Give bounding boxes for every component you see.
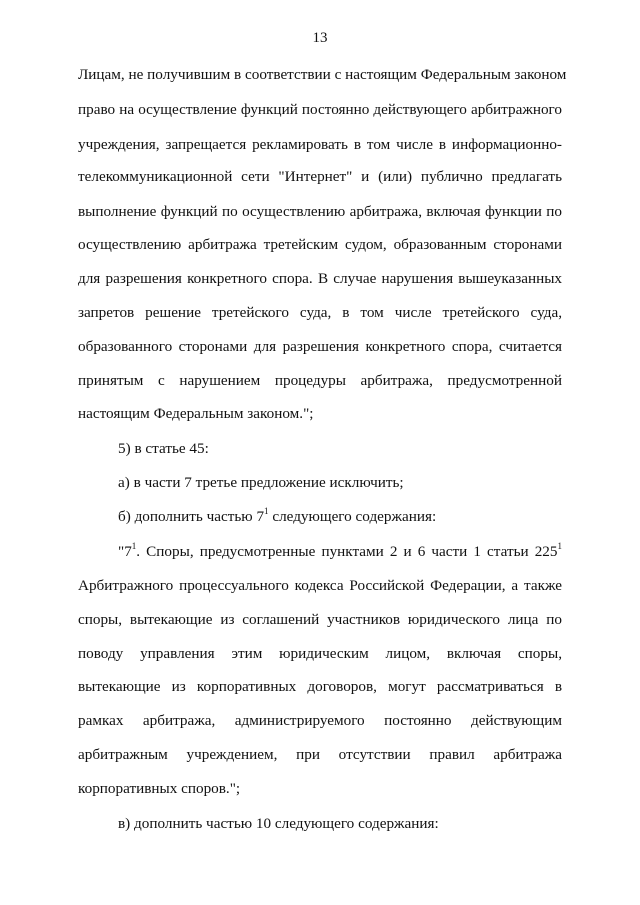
text-line: образованного сторонами для разрешения конкретного спора, считается bbox=[78, 338, 562, 355]
text-line: принятым с нарушением процедуры арбитража, предусмотренной bbox=[78, 372, 562, 389]
page-number: 13 bbox=[312, 30, 328, 46]
item-b bbox=[118, 505, 562, 526]
text-line: осуществлению арбитража третейским судом, образованным сторонами bbox=[78, 236, 562, 253]
text-line: Лицам, не получившим в соответствии с настоящим Федеральным законом bbox=[78, 66, 567, 83]
text-line: арбитражным учреждением, при отсутствии правил арбитража bbox=[78, 746, 562, 763]
quote-first-line bbox=[118, 540, 562, 561]
text-line: рамках арбитража, администрируемого постоянно действующим bbox=[78, 712, 562, 729]
item-b-text-end: следующего содержания: bbox=[268, 508, 437, 525]
item-v: в) дополнить частью 10 следующего содержания: bbox=[118, 815, 439, 832]
item-a: а) в части 7 третье предложение исключить; bbox=[118, 474, 404, 491]
text-line: для разрешения конкретного спора. В случае нарушения вышеуказанных bbox=[78, 270, 562, 287]
text-line: запретов решение третейского суда, в том числе третейского суда, bbox=[78, 304, 562, 321]
superscript: 1 bbox=[557, 540, 562, 551]
text-line: споры, вытекающие из соглашений участников юридического лица по bbox=[78, 611, 562, 628]
text-line: телекоммуникационной сети "Интернет" и (или) публично предлагать bbox=[78, 168, 562, 185]
superscript: 1 bbox=[131, 540, 137, 551]
text-line: поводу управления этим юридическим лицом, включая споры, bbox=[78, 645, 562, 662]
text-line: вытекающие из корпоративных договоров, могут рассматриваться в bbox=[78, 678, 562, 695]
text-line: выполнение функций по осуществлению арбитража, включая функции по bbox=[78, 203, 562, 220]
text-line: учреждения, запрещается рекламировать в том числе в информационно- bbox=[78, 136, 562, 153]
quote-text: . Споры, предусмотренные пунктами 2 и 6 части 1 статьи 225 bbox=[136, 543, 558, 560]
text-line: корпоративных споров."; bbox=[78, 780, 241, 797]
text-line: настоящим Федеральным законом."; bbox=[78, 405, 314, 422]
text-line: право на осуществление функций постоянно действующего арбитражного bbox=[78, 101, 562, 118]
item-b-text: б) дополнить частью 7 bbox=[118, 508, 265, 525]
superscript: 1 bbox=[264, 505, 269, 516]
quote-text: "7 bbox=[118, 543, 132, 560]
item-5: 5) в статье 45: bbox=[118, 440, 209, 457]
text-line: Арбитражного процессуального кодекса Российской Федерации, а также bbox=[78, 577, 562, 594]
